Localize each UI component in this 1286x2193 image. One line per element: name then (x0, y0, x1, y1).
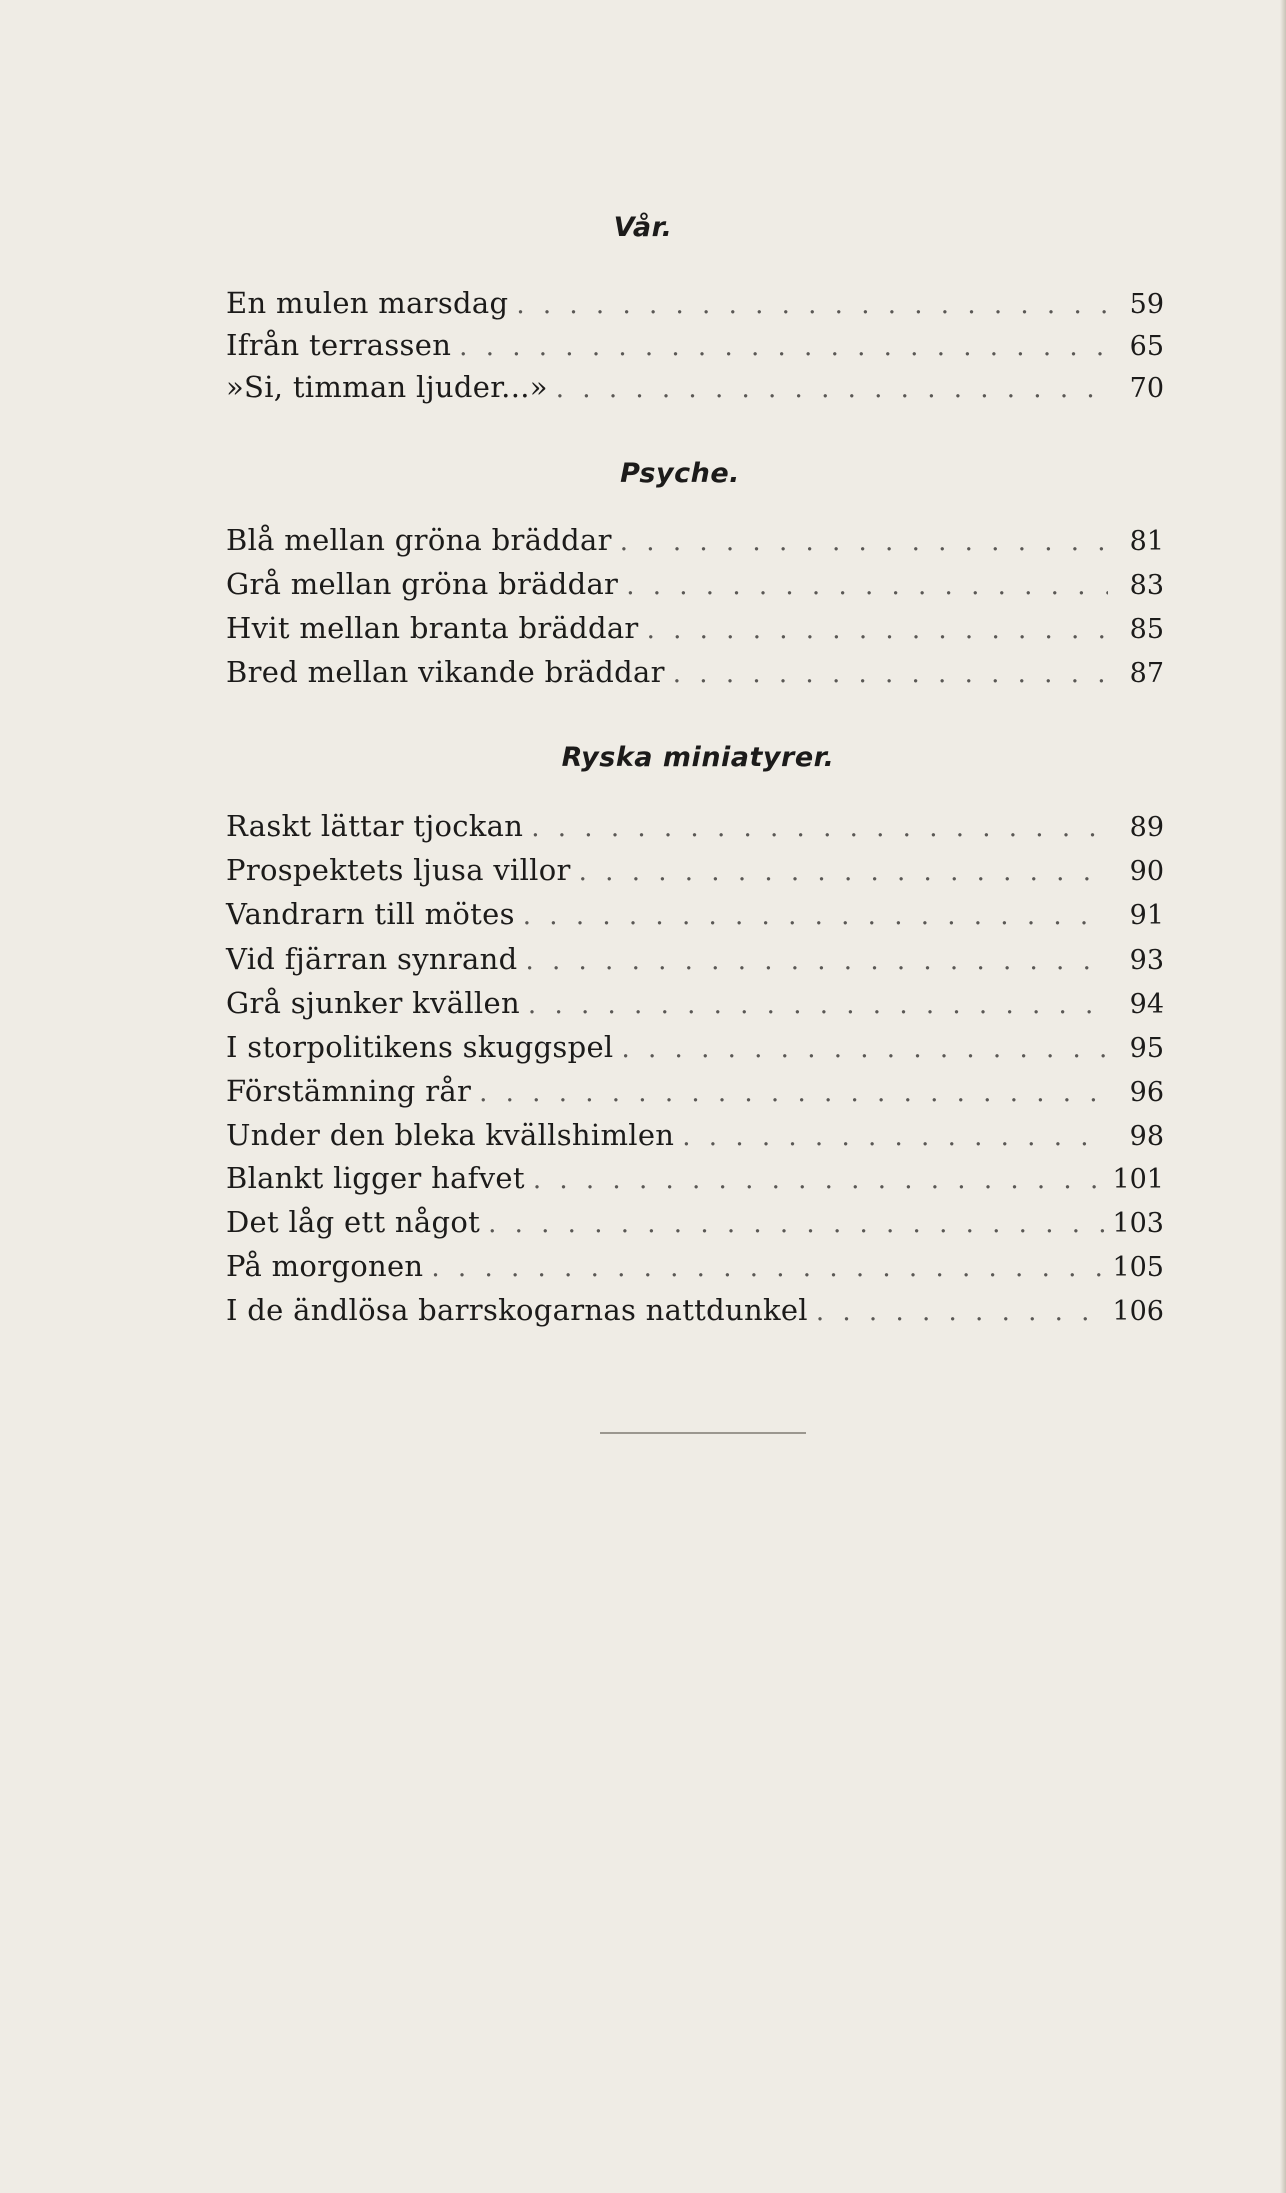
entry-page-number: 65 (1129, 331, 1164, 362)
dot-leader (523, 808, 1108, 848)
entry-title: Blå mellan gröna bräddar (226, 523, 612, 557)
entry-page-number: 106 (1112, 1296, 1164, 1327)
entry-page-number: 93 (1129, 945, 1164, 976)
dot-leader (612, 522, 1108, 562)
page-edge-shadow (1280, 0, 1286, 2193)
toc-entry (226, 283, 1164, 323)
dot-leader (480, 1204, 1108, 1244)
entry-title: Under den bleka kvällshimlen (226, 1118, 675, 1152)
entry-page-number: 105 (1112, 1252, 1164, 1283)
toc-entry (226, 1027, 1164, 1067)
entry-page-number: 95 (1129, 1033, 1164, 1064)
dot-leader (571, 852, 1108, 892)
toc-entry (226, 564, 1164, 604)
entry-page-number: 91 (1129, 900, 1164, 931)
toc-entry (226, 850, 1164, 890)
entry-page-number: 94 (1129, 989, 1164, 1020)
entry-page-number: 103 (1112, 1208, 1164, 1239)
dot-leader (614, 1029, 1109, 1069)
dot-leader (665, 654, 1108, 694)
dot-leader (525, 1160, 1108, 1200)
section-heading-psyche: Psyche. (620, 458, 740, 489)
closing-rule (600, 1432, 806, 1434)
entry-title: Vid fjärran synrand (226, 942, 518, 976)
toc-entry (226, 367, 1164, 407)
entry-title: Hvit mellan branta bräddar (226, 611, 639, 645)
entry-title: En mulen marsdag (226, 286, 509, 320)
entry-title: Raskt lättar tjockan (226, 809, 524, 843)
entry-page-number: 101 (1112, 1164, 1164, 1195)
section-heading-var: Vår. (613, 212, 673, 243)
entry-page-number: 70 (1129, 373, 1164, 404)
entry-title: Blankt ligger hafvet (226, 1161, 525, 1195)
entry-title: I de ändlösa barrskogarnas nattdunkel (226, 1293, 808, 1327)
entry-title: Prospektets ljusa villor (226, 853, 571, 887)
entry-title: Förstämning rår (226, 1074, 472, 1108)
entry-title: Vandrarn till mötes (226, 897, 515, 931)
dot-leader (520, 985, 1108, 1025)
entry-title: Ifrån terrassen (226, 328, 452, 362)
dot-leader (548, 369, 1108, 409)
toc-entry (226, 520, 1164, 560)
dot-leader (517, 941, 1108, 981)
dot-leader (674, 1117, 1108, 1157)
entry-page-number: 85 (1129, 614, 1164, 645)
entry-title: Grå sjunker kvällen (226, 986, 520, 1020)
entry-title: Grå mellan gröna bräddar (226, 567, 619, 601)
dot-leader (639, 610, 1108, 650)
entry-title: Bred mellan vikande bräddar (226, 655, 665, 689)
entry-title: I storpolitikens skuggspel (226, 1030, 614, 1064)
entry-page-number: 89 (1129, 812, 1164, 843)
toc-entry (226, 1246, 1164, 1286)
dot-leader (618, 566, 1108, 606)
toc-entry (226, 1290, 1164, 1330)
toc-entry (226, 894, 1164, 934)
entry-page-number: 59 (1129, 289, 1164, 320)
toc-entry (226, 983, 1164, 1023)
dot-leader (508, 285, 1108, 325)
section-heading-ryska-miniatyrer: Ryska miniatyrer. (561, 742, 835, 773)
entry-page-number: 83 (1129, 570, 1164, 601)
entry-page-number: 81 (1129, 526, 1164, 557)
entry-page-number: 90 (1129, 856, 1164, 887)
toc-entry (226, 806, 1164, 846)
entry-title: På morgonen (226, 1249, 424, 1283)
entry-page-number: 87 (1129, 658, 1164, 689)
dot-leader (451, 327, 1108, 367)
toc-entry (226, 1071, 1164, 1111)
toc-entry (226, 608, 1164, 648)
dot-leader (423, 1248, 1108, 1288)
toc-entry (226, 1115, 1164, 1155)
entry-title: »Si, timman ljuder...» (226, 370, 548, 404)
entry-page-number: 98 (1129, 1121, 1164, 1152)
dot-leader (515, 896, 1108, 936)
dot-leader (471, 1073, 1108, 1113)
toc-entry (226, 325, 1164, 365)
entry-title: Det låg ett något (226, 1205, 481, 1239)
entry-page-number: 96 (1129, 1077, 1164, 1108)
toc-entry (226, 939, 1164, 979)
dot-leader (808, 1292, 1108, 1332)
toc-entry (226, 1202, 1164, 1242)
toc-entry (226, 652, 1164, 692)
toc-entry (226, 1158, 1164, 1198)
